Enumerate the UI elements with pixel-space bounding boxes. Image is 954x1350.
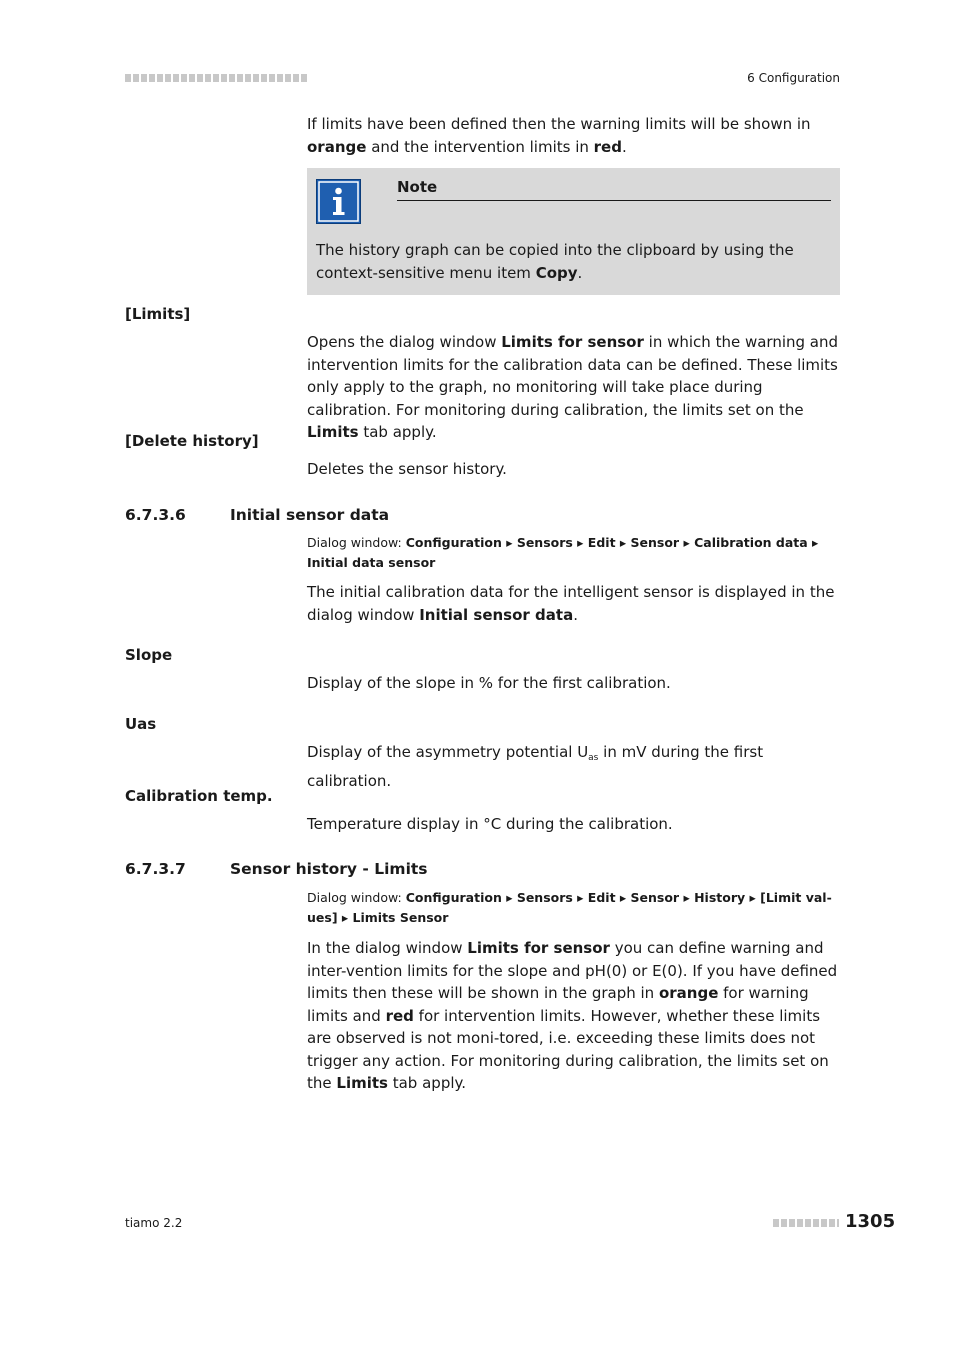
note-box [307,168,840,295]
section-number: 6.7.3.7 [125,860,186,878]
calibration-temp-label: Calibration temp. [125,787,273,805]
dialog-path: Dialog window: Configuration ▸ Sensors ▸ Edit ▸ Sensor ▸ History ▸ [Limit val-ues] ▸ Limits Sensor [307,890,832,925]
section-title: Initial sensor data [230,506,390,524]
page-number: 1305 [845,1211,896,1232]
calibration-temp-description: Temperature display in °C during the calibration. [307,815,673,833]
limits-description: Opens the dialog window Limits for sensor in which the warning and intervention limits for the calibration data can be defined. These limits only apply to the graph, no monitoring will take place during calibration. For monitoring during calibration, the limits set on the Limits tab apply. [307,333,839,441]
uas-label: Uas [125,715,157,733]
uas-description: Display of the asymmetry potential $U_{as}$ in mV during the first calibration. [307,743,764,790]
footer-decoration [773,1219,839,1227]
section-title: Sensor history - Limits [230,860,428,878]
slope-description: Display of the slope in % for the first calibration. [307,674,671,692]
header-decoration [125,74,307,82]
slope-label: Slope [125,646,173,664]
note-divider [397,200,831,201]
note-body: The history graph can be copied into the clipboard by using the context-sensitive menu item Copy. [316,241,794,282]
section-description: The initial calibration data for the intelligent sensor is displayed in the dialog window Initial sensor data. [307,583,835,624]
intro-paragraph: If limits have been defined then the warning limits will be shown in orange and the intervention limits in red. [307,115,811,156]
footer-product: tiamo 2.2 [125,1216,183,1230]
limits-label: [Limits] [125,305,191,323]
info-icon [316,179,361,224]
section-number: 6.7.3.6 [125,506,186,524]
delete-history-description: Deletes the sensor history. [307,460,507,478]
dialog-path: Dialog window: Configuration ▸ Sensors ▸ Edit ▸ Sensor ▸ Calibration data ▸ Initial data sensor [307,535,819,570]
chapter-header: 6 Configuration [747,71,840,85]
section-description: In the dialog window Limits for sensor you can define warning and inter-vention limits for the slope and pH(0) or E(0). If you have defined limits then these will be shown in the graph in orange for warning limits and red for intervention limits. However, whether these limits are observed is not moni-tored, i.e. exceeding these limits does not trigger any action. For monitoring during calibration, the limits set on the Limits tab apply. [307,939,838,1092]
delete-history-label: [Delete history] [125,432,259,450]
note-title: Note [397,178,438,196]
